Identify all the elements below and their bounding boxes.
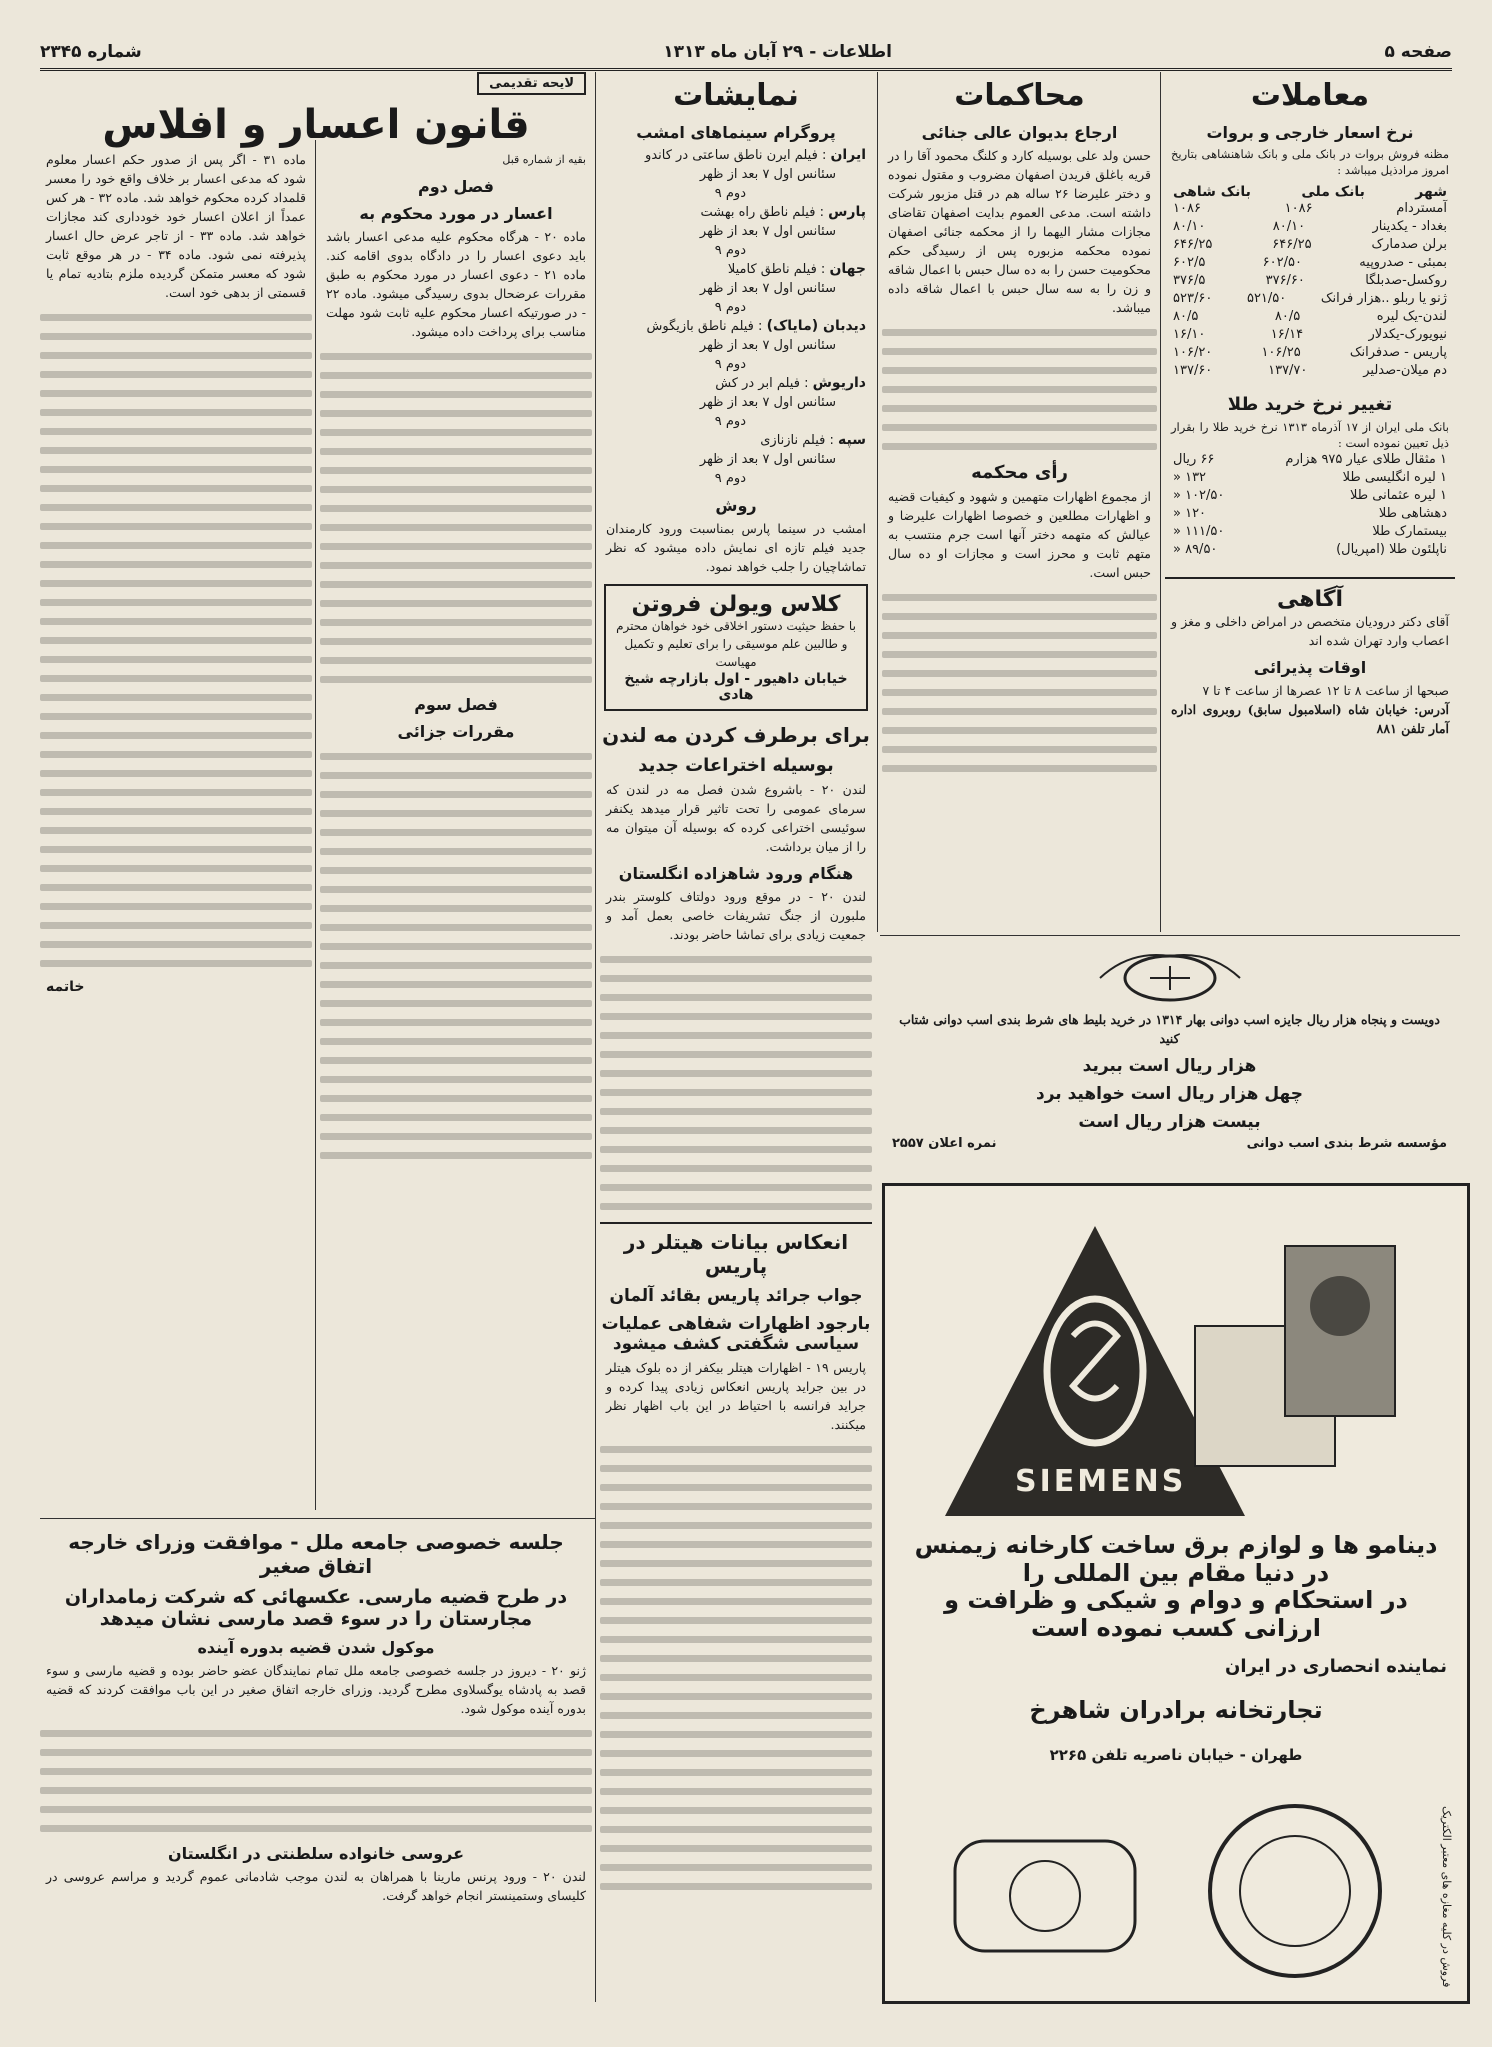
rates-table bbox=[1165, 200, 1455, 380]
section-rule bbox=[880, 935, 1460, 936]
session-second: دوم ۹ bbox=[714, 186, 746, 201]
rate-city: دم میلان-صدلیر bbox=[1363, 363, 1447, 378]
league-body: ژنو ۲۰ - دیروز در جلسه خصوصی جامعه ملل تمام نمایندگان عضو حاضر بوده و قضیه مارسی و سوء قصد به پادشاه یوگسلاوی مطرح گردید. وزرای خارجه اتفاق صغیر در این باب موافقت کردند که قضیه بدوره آینده موکول شود. bbox=[46, 1663, 587, 1716]
gold-price: ۱۱۱/۵۰ « bbox=[1173, 524, 1225, 539]
siemens-agent-name: تجارتخانه برادران شاهرخ bbox=[1029, 1696, 1323, 1724]
siemens-agent-address: طهران - خیابان ناصریه تلفن ۲۲۶۵ bbox=[1049, 1746, 1303, 1764]
text-filler bbox=[600, 1446, 872, 1890]
wedding-body: لندن ۲۰ - ورود پرنس مارینا با همراهان به لندن موجب شادمانی عموم گردید و مراسم عروسی در کلیسای وستمینستر انجام خواهد گرفت. bbox=[46, 1869, 586, 1903]
london-body: لندن ۲۰ - باشروع شدن فصل مه در لندن که سرمای عمومی را تحت تاثیر قرار میدهد یکنفر سوئیسی اختراعی کرده که بوسیله آن میتوان مه را از میان برداشت. bbox=[606, 782, 866, 854]
session-second: دوم ۹ bbox=[714, 300, 746, 315]
issue-date: اطلاعات - ۲۹ آبان ماه ۱۳۱۳ bbox=[663, 42, 892, 62]
column-rule bbox=[877, 72, 878, 932]
rate-city: بمبئی - صدروپیه bbox=[1359, 255, 1447, 270]
session-first: سئانس اول ۷ بعد از ظهر bbox=[699, 452, 836, 467]
theater-name: ایران bbox=[830, 147, 866, 163]
law-chapter-2: فصل دوم bbox=[418, 177, 494, 196]
gold-row bbox=[1165, 487, 1455, 505]
rate-city: بغداد - یکدینار bbox=[1372, 219, 1447, 234]
courts-headline: ارجاع بدیوان عالی جنائی bbox=[921, 123, 1118, 142]
rates-title: نرخ اسعار خارجی و بروات bbox=[1206, 123, 1414, 142]
theater-separator: : bbox=[816, 262, 830, 277]
theater-item bbox=[600, 317, 872, 374]
law-chapter-3: فصل سوم bbox=[414, 695, 498, 714]
rate-value: ۸۰/۵ bbox=[1274, 309, 1301, 324]
theater-film: فیلم ابر در کش bbox=[715, 376, 800, 391]
law-right-column bbox=[320, 150, 592, 1510]
text-filler bbox=[600, 956, 872, 1210]
rate-value: ۶۰۲/۵ bbox=[1173, 255, 1206, 270]
rates-header-melli: بانک ملی bbox=[1301, 184, 1365, 200]
rate-value: ۳۷۶/۵ bbox=[1173, 273, 1206, 288]
rates-note: مظنه فروش بروات در بانک ملی و بانک شاهنشاهی بتاریخ امروز مرادذیل میباشد : bbox=[1171, 147, 1449, 177]
rate-value: ۱۶/۱۴ bbox=[1270, 327, 1304, 342]
notice-title: آگاهی bbox=[1165, 577, 1455, 612]
theater-name: دیدبان (مایاک) bbox=[766, 318, 866, 334]
trade-column bbox=[1165, 72, 1455, 932]
gold-price: ۱۳۲ « bbox=[1173, 470, 1207, 485]
gold-table bbox=[1165, 451, 1455, 559]
rate-value: ۱۰۸۶ bbox=[1173, 201, 1201, 216]
siemens-ad bbox=[882, 1183, 1470, 2004]
violin-class-address: خیابان داهیور - اول بازارچه شیخ هادی bbox=[624, 671, 848, 703]
review-title: روش bbox=[715, 496, 757, 515]
theater-name: داریوش bbox=[812, 375, 866, 391]
gold-price: ۸۹/۵۰ « bbox=[1173, 542, 1218, 557]
league-subheadline: در طرح قضیه مارسی. عکسهائی که شرکت زمامداران مجارستان را در سوء قصد مارسی نشان میدهد bbox=[64, 1586, 568, 1630]
text-filler bbox=[882, 329, 1157, 450]
rate-city: آمستردام bbox=[1396, 201, 1447, 216]
trade-masthead: معاملات bbox=[1250, 78, 1370, 113]
text-filler bbox=[40, 1730, 592, 1832]
theater-film: فیلم ناطق بازیگوش bbox=[646, 319, 754, 334]
rate-value: ۵۲۳/۶۰ bbox=[1173, 291, 1213, 306]
rate-row bbox=[1165, 272, 1455, 290]
rate-row bbox=[1165, 290, 1455, 308]
column-rule bbox=[315, 140, 316, 1510]
rate-city: نیویورک-یکدلار bbox=[1368, 327, 1447, 342]
league-section-title: موکول شدن قضیه بدوره آینده bbox=[197, 1638, 435, 1657]
rate-value: ۱۶/۱۰ bbox=[1173, 327, 1206, 342]
gold-row bbox=[1165, 451, 1455, 469]
session-first: سئانس اول ۷ بعد از ظهر bbox=[699, 167, 836, 182]
theater-film: فیلم نازنازی bbox=[760, 433, 826, 448]
rate-row bbox=[1165, 218, 1455, 236]
text-filler bbox=[40, 314, 312, 967]
theater-name: جهان bbox=[829, 261, 866, 277]
notice-address: آدرس: خیابان شاه (اسلامبول سابق) روبروی اداره آمار تلفن ۸۸۱ bbox=[1171, 702, 1449, 736]
rate-value: ۸۰/۱۰ bbox=[1173, 219, 1206, 234]
horse-emblem-icon bbox=[1060, 940, 1280, 1010]
siemens-agent-label: نماینده انحصاری در ایران bbox=[1224, 1656, 1447, 1677]
wedding-title: عروسی خانواده سلطنتی در انگلستان bbox=[167, 1844, 465, 1863]
theater-item bbox=[600, 374, 872, 431]
notice-hours: صبحها از ساعت ۸ تا ۱۲ عصرها از ساعت ۴ تا ۷ bbox=[1202, 683, 1449, 698]
theater-separator: : bbox=[815, 205, 829, 220]
courts-column bbox=[882, 72, 1157, 932]
race-prize-1: هزار ریال است ببرید bbox=[1082, 1056, 1257, 1076]
session-first: سئانس اول ۷ بعد از ظهر bbox=[699, 338, 836, 353]
section-rule bbox=[40, 1518, 595, 1519]
rate-city: ژنو یا ربلو ..هزار فرانک bbox=[1320, 291, 1447, 306]
theater-film: فیلم ناطق راه بهشت bbox=[700, 205, 816, 220]
paris-body: پاریس ۱۹ - اظهارات هیتلر بیکفر از ده بلوک هیتلر در بین جراید پاریس انعکاس زیادی پیدا کرده و جراید فرانسه با احتیاط در این باب اظهار نظر میکنند. bbox=[606, 1360, 866, 1432]
league-article bbox=[40, 1522, 592, 2000]
text-filler bbox=[320, 353, 592, 683]
session-second: دوم ۹ bbox=[714, 414, 746, 429]
league-headline: جلسه خصوصی جامعه ملل - موافقت وزرای خارجه اتفاق صغیر bbox=[68, 1530, 564, 1578]
race-footer: مؤسسه شرط بندی اسب دوانی bbox=[1246, 1136, 1447, 1151]
paris-subtitle-2: بارجود اظهارات شفاهی عملیات سیاسی شگفتی کشف میشود bbox=[601, 1314, 871, 1354]
rate-city: لندن-یک لیره bbox=[1376, 309, 1447, 324]
paris-subtitle: جواب جرائد پاریس بقائد آلمان bbox=[609, 1286, 863, 1306]
gold-row bbox=[1165, 523, 1455, 541]
race-prize-3: بیست هزار ریال است bbox=[1078, 1112, 1261, 1132]
rate-value: ۱۰۶/۲۰ bbox=[1173, 345, 1213, 360]
rate-row bbox=[1165, 344, 1455, 362]
rates-header-shahi: بانک شاهی bbox=[1173, 184, 1251, 200]
prince-title: هنگام ورود شاهزاده انگلستان bbox=[618, 864, 854, 883]
courts-masthead: محاکمات bbox=[954, 78, 1085, 113]
theater-name: پارس bbox=[828, 204, 866, 220]
rate-value: ۸۰/۱۰ bbox=[1272, 219, 1306, 234]
cinema-program-title: پروگرام سینماهای امشب bbox=[636, 123, 836, 142]
page-number: صفحه ۵ bbox=[1384, 42, 1452, 62]
theater-item bbox=[600, 431, 872, 488]
theater-film: فیلم ناطق کامیلا bbox=[727, 262, 817, 277]
theater-separator: : bbox=[799, 376, 813, 391]
violin-class-ad bbox=[604, 584, 868, 711]
theater-list bbox=[600, 146, 872, 488]
rate-row bbox=[1165, 254, 1455, 272]
siemens-brand: SIEMENS bbox=[1015, 1464, 1187, 1499]
siemens-slogan-1: دینامو ها و لوازم برق ساخت کارخانه زیمنس در دنیا مقام بین المللی را bbox=[914, 1531, 1438, 1587]
session-second: دوم ۹ bbox=[714, 471, 746, 486]
rate-row bbox=[1165, 200, 1455, 218]
gold-item: ۱ لیره عثمانی طلا bbox=[1350, 488, 1447, 503]
theater-film: فیلم ایرن ناطق ساعتی در کاندو bbox=[645, 148, 818, 163]
text-filler bbox=[320, 753, 592, 1159]
gold-row bbox=[1165, 469, 1455, 487]
rate-value: ۱۰۸۶ bbox=[1284, 201, 1313, 216]
rate-value: ۸۰/۵ bbox=[1173, 309, 1199, 324]
rates-header bbox=[1165, 184, 1455, 200]
theater-separator: : bbox=[817, 148, 831, 163]
race-prize-2: چهل هزار ریال است خواهید برد bbox=[1035, 1084, 1304, 1104]
gold-price: ۱۰۲/۵۰ « bbox=[1173, 488, 1225, 503]
column-rule bbox=[1160, 72, 1161, 932]
gold-item: ۱ مثقال طلای عیار ۹۷۵ هزارم bbox=[1285, 452, 1447, 467]
siemens-stores: فروش در کلیه مغازه های معتبر الکتریک bbox=[1440, 1806, 1453, 1988]
gold-price: ۱۲۰ « bbox=[1173, 506, 1207, 521]
violin-class-title: کلاس ویولن فروتن bbox=[631, 592, 841, 617]
gold-item: دهشاهی طلا bbox=[1378, 506, 1447, 521]
siemens-slogan-2: در استحکام و دوام و شیکی و ظرافت و ارزانی کسب نموده است bbox=[944, 1586, 1408, 1642]
law-body-right: ماده ۲۰ - هرگاه محکوم علیه مدعی اعسار باشد باید دعوی اعسار را در دادگاه بدوی اقامه کند. ماده ۲۱ - دعوی اعسار در مورد محکوم به طبق مقررات عرضحال بدوی رسیدگی میشود. ماده ۲۲ - در صورتیکه اعسار محکوم علیه ثابت شود مهلت مناسب برای پرداخت داده میشود. bbox=[326, 229, 587, 339]
london-subtitle: بوسیله اختراعات جدید bbox=[638, 755, 834, 776]
theater-separator: : bbox=[753, 319, 767, 334]
law-label: لایحه تقدیمی bbox=[477, 72, 586, 95]
rate-city: برلن صدمارک bbox=[1371, 237, 1447, 252]
rate-row bbox=[1165, 326, 1455, 344]
gold-item: ناپلئون طلا (امپریال) bbox=[1336, 542, 1447, 557]
gold-row bbox=[1165, 541, 1455, 559]
rate-value: ۱۳۷/۶۰ bbox=[1173, 363, 1213, 378]
rate-value: ۱۳۷/۷۰ bbox=[1268, 363, 1308, 378]
cinema-column bbox=[600, 72, 872, 1997]
verdict-title: رأی محکمه bbox=[971, 462, 1068, 483]
rate-row bbox=[1165, 236, 1455, 254]
gold-note: بانک ملی ایران از ۱۷ آذرماه ۱۳۱۳ نرخ خرید طلا را بقرار ذیل تعیین نموده است : bbox=[1171, 420, 1449, 450]
law-left-column bbox=[40, 150, 312, 1510]
rate-value: ۶۰۲/۵۰ bbox=[1262, 255, 1302, 270]
session-second: دوم ۹ bbox=[714, 357, 746, 372]
race-ad-body: دویست و پنجاه هزار ریال جایزه اسب دوانی بهار ۱۳۱۴ در خرید بلیط های شرط بندی اسب دوانی شتاب کنید bbox=[899, 1012, 1440, 1046]
review-body: امشب در سینما پارس بمناسبت ورود کارمندان جدید فیلم تازه ای نمایش داده میشود که نظر تماشاچیان را جلب خواهد نمود. bbox=[606, 521, 866, 574]
race-ad bbox=[882, 940, 1457, 1175]
session-first: سئانس اول ۷ بعد از ظهر bbox=[699, 224, 836, 239]
rate-value: ۱۰۶/۲۵ bbox=[1261, 345, 1301, 360]
rate-city: پاریس - صدفرانک bbox=[1349, 345, 1447, 360]
law-body-left: ماده ۳۱ - اگر پس از صدور حکم اعسار معلوم شود که مدعی اعسار بر خلاف واقع خود را معسر قلمداد کرده محکوم خواهد شد. ماده ۳۲ - هر کس عمداً از اعلان اعسار خود خودداری کند مجازات خواهد شد. ماده ۳۳ - از تاجر عرض حال اعسار پذیرفته نمی شود. ماده ۳۴ - در هر موقع ثابت شود که معسر متمکن گردیده ملزم بتادیه تمام یا قسمتی از بدهی خود است. bbox=[46, 152, 307, 300]
gold-item: بیستمارک طلا bbox=[1372, 524, 1447, 539]
session-first: سئانس اول ۷ بعد از ظهر bbox=[699, 395, 836, 410]
law-signature: خاتمه bbox=[46, 979, 85, 995]
race-ad-number: نمره اعلان ۲۵۵۷ bbox=[892, 1136, 997, 1151]
session-first: سئانس اول ۷ بعد از ظهر bbox=[699, 281, 836, 296]
paris-title: انعکاس بیانات هیتلر در پاریس bbox=[600, 1222, 872, 1278]
rate-value: ۳۷۶/۶۰ bbox=[1265, 273, 1305, 288]
gold-price: ۶۶ ریال bbox=[1173, 452, 1215, 467]
gold-row bbox=[1165, 505, 1455, 523]
violin-class-body: با حفظ حیثیت دستور اخلاقی خود خواهان محترم و طالبین علم موسیقی را برای تعلیم و تکمیل مهیاست bbox=[616, 619, 856, 669]
law-masthead: قانون اعسار و افلاس bbox=[102, 102, 530, 148]
text-filler bbox=[882, 594, 1157, 772]
prince-body: لندن ۲۰ - در موقع ورود دولتاف کلوستر بندر ملبورن از جنگ تشریفات خاصی بعمل آمد و جمعیت زیادی برای تماشا حاضر بودند. bbox=[606, 889, 867, 942]
courts-body: حسن ولد علی بوسیله کارد و کلنگ محمود آقا را در قریه باغلق فریدن اصفهان مضروب و مقتول نموده و دختر علیرضا ۲۶ ساله هم در قتل مزبور شرکت داشته است. مدعی العموم بدایت اصفهان تقاضای مجازات مشار الیهما را از محکمه جنائی اصفهان نموده محکمه مزبوره پس از رسیدگی حکم محکومیت حسن را به ده سال حبس با اعمال شاقه و زن را به سه سال حبس با اعمال شاقه داده میباشد. bbox=[888, 148, 1151, 315]
theater-name: سپه bbox=[838, 432, 866, 448]
london-title: برای برطرف کردن مه لندن bbox=[602, 723, 870, 747]
theater-item bbox=[600, 203, 872, 260]
law-continued: بقیه از شماره قبل bbox=[502, 153, 586, 166]
rate-row bbox=[1165, 362, 1455, 380]
rates-header-city: شهر bbox=[1415, 184, 1447, 200]
theater-separator: : bbox=[825, 433, 839, 448]
cinema-masthead: نمایشات bbox=[673, 78, 799, 113]
rate-row bbox=[1165, 308, 1455, 326]
rate-city: روکسل-صدبلگا bbox=[1365, 273, 1447, 288]
rate-value: ۵۲۱/۵۰ bbox=[1246, 291, 1287, 306]
notice-hours-title: اوقات پذیرائی bbox=[1253, 658, 1367, 677]
session-second: دوم ۹ bbox=[714, 243, 746, 258]
theater-item bbox=[600, 260, 872, 317]
motor-illustration-icon bbox=[895, 1781, 1455, 1981]
gold-item: ۱ لیره انگلیسی طلا bbox=[1342, 470, 1447, 485]
theater-item bbox=[600, 146, 872, 203]
gold-title: تغییر نرخ خرید طلا bbox=[1227, 394, 1393, 415]
verdict-body: از مجموع اظهارات متهمین و شهود و کیفیات قضیه و اظهارات مطلعین و خصوصا اظهارات علیرضا و عیالش که متهمه دختر آنها است جرم منتسب به متهم ثابت و محرز است و مجازات او ده سال حبس است. bbox=[888, 489, 1151, 580]
law-chapter-2-title: اعسار در مورد محکوم به bbox=[359, 204, 553, 223]
notice-body: آقای دکتر درودیان متخصص در امراض داخلی و مغز و اعصاب وارد تهران شده اند bbox=[1171, 614, 1449, 648]
rate-value: ۶۴۶/۲۵ bbox=[1272, 237, 1312, 252]
issue-number: شماره ۲۳۴۵ bbox=[40, 42, 142, 62]
rate-value: ۶۴۶/۲۵ bbox=[1173, 237, 1213, 252]
page-header bbox=[40, 38, 1452, 71]
law-chapter-3-title: مقررات جزائی bbox=[397, 722, 515, 741]
column-rule bbox=[595, 72, 596, 2002]
